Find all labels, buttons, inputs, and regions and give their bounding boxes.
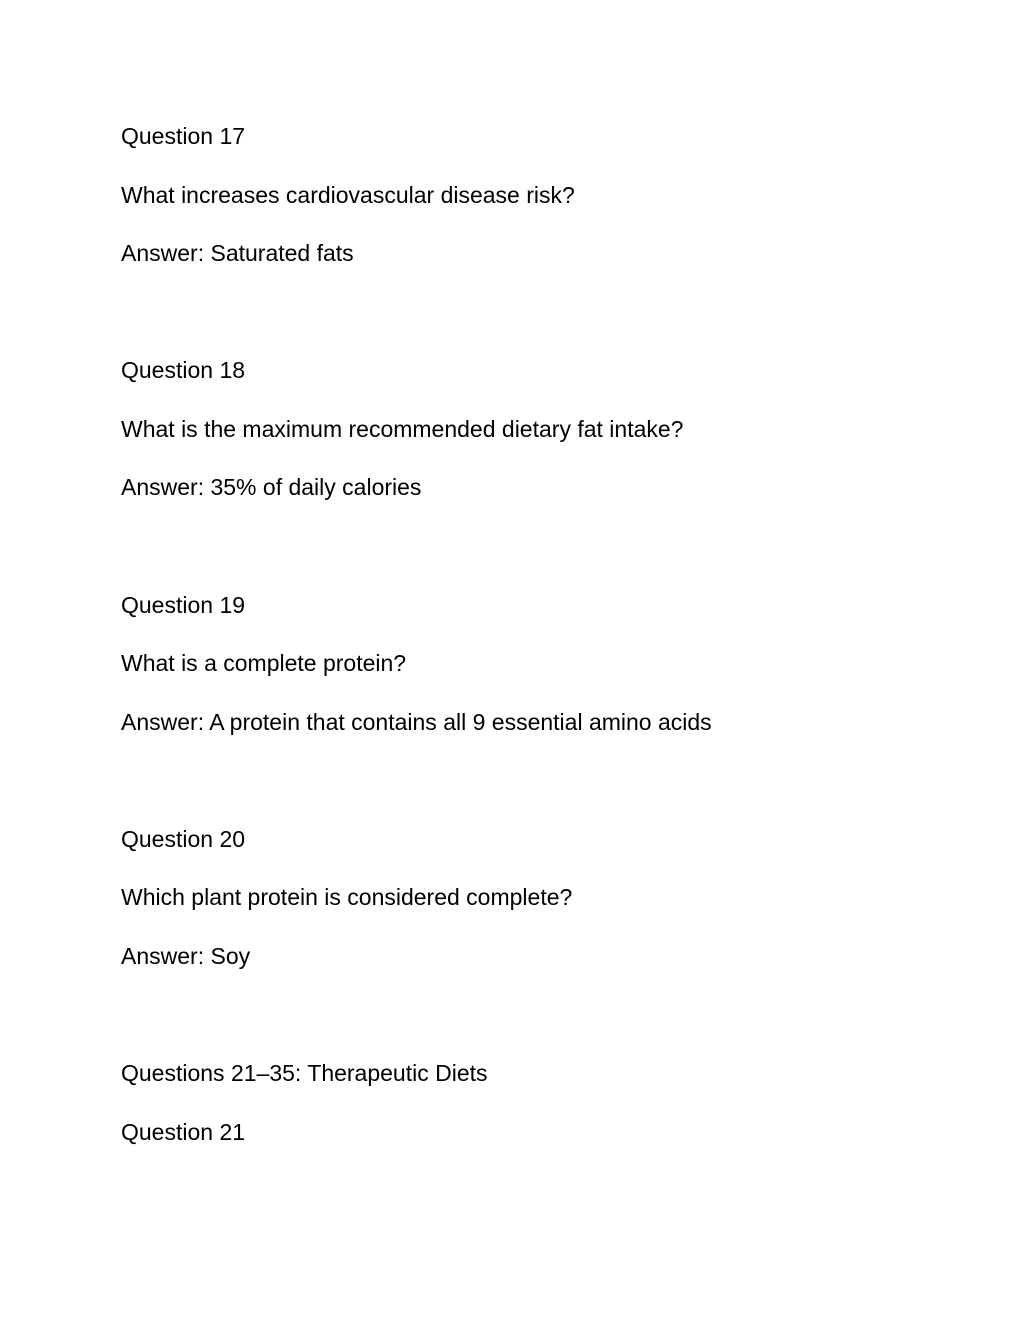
question-label: Question 20 [121, 826, 246, 852]
answer-text: Answer: Soy [121, 943, 251, 969]
question-label: Question 17 [121, 123, 246, 149]
question-text: What increases cardiovascular disease risk? [121, 182, 575, 208]
question-label: Question 19 [121, 592, 246, 618]
answer-text: Answer: A protein that contains all 9 essential amino acids [121, 709, 712, 735]
question-text: What is the maximum recommended dietary fat intake? [121, 416, 684, 442]
answer-text: Answer: Saturated fats [121, 240, 354, 266]
section-heading: Questions 21–35: Therapeutic Diets [121, 1060, 488, 1086]
question-text: What is a complete protein? [121, 650, 407, 676]
question-label: Question 21 [121, 1119, 246, 1145]
question-label: Question 18 [121, 357, 246, 383]
answer-text: Answer: 35% of daily calories [121, 474, 422, 500]
question-text: Which plant protein is considered complete? [121, 884, 573, 910]
